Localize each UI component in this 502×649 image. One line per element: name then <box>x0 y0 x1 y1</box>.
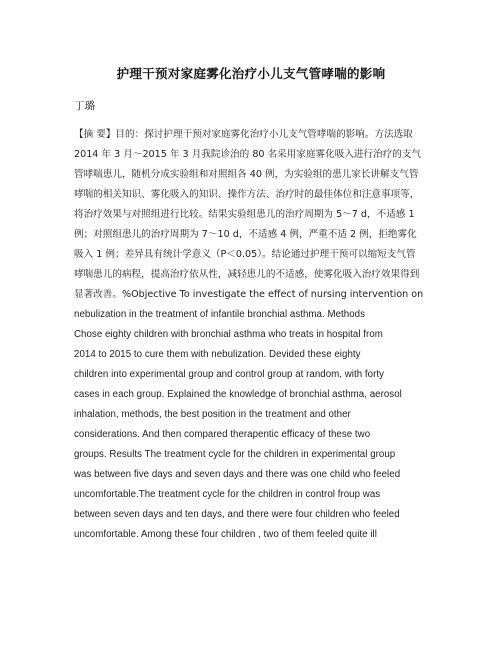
abstract-line: inhalation, methods, the best position in the treatment and other <box>74 409 351 420</box>
abstract-line: nebulization in the treatment of infantile bronchial asthma. Methods <box>74 309 365 320</box>
abstract-line: 哮喘的相关知识、雾化吸入的知识、操作方法、治疗时的最佳体位和注意事项等， <box>74 189 420 200</box>
author-name: 丁璐 <box>74 100 95 112</box>
abstract-line: 将治疗效果与对照组进行比较。结果实验组患儿的治疗周期为 5～7 d，不适感 1 <box>74 209 415 220</box>
abstract-line: children into experimental group and control group at random, with forty <box>74 369 384 380</box>
abstract-line: between seven days and ten days, and there were four children who feeled <box>74 509 400 520</box>
abstract-line: 吸入 1 例；差异具有统计学意义（P＜0.05）。结论通过护理干预可以缩短支气管 <box>74 249 416 260</box>
abstract-line: 2014 年 3 月～2015 年 3 月我院诊治的 80 名采用家庭雾化吸入进行治疗的支气 <box>74 149 422 160</box>
document-title: 护理干预对家庭雾化治疗小儿支气管哮喘的影响 <box>116 66 386 81</box>
abstract-line: 管哮喘患儿，随机分成实验组和对照组各 40 例，为实验组的患儿家长讲解支气管 <box>74 169 419 180</box>
abstract-line: 2014 to 2015 to cure them with nebulization. Devided these eighty <box>74 349 361 360</box>
abstract-line: 例；对照组患儿的治疗周期为 7～10 d，不适感 4 例，严重不适 2 例，拒绝雾化 <box>74 229 417 240</box>
abstract-line: cases in each group. Explained the knowledge of bronchial asthma, aerosol <box>74 389 402 400</box>
abstract-line: uncomfortable.The treatment cycle for the children in control froup was <box>74 489 381 500</box>
abstract-line: groups. Results The treatment cycle for the children in experimental group <box>74 449 396 460</box>
abstract-line: 【摘 要】目的：探讨护理干预对家庭雾化治疗小儿支气管哮喘的影响。方法选取 <box>74 129 413 140</box>
abstract-line: 显著改善。%Objective To investigate the effect of nursing intervention on <box>74 289 424 300</box>
abstract-body <box>74 125 434 545</box>
abstract-line: 哮喘患儿的病程，提高治疗依从性，减轻患儿的不适感，使雾化吸入治疗效果得到 <box>74 269 420 280</box>
abstract-line: considerations. And then compared therapentic efficacy of these two <box>74 429 371 440</box>
abstract-line: uncomfortable. Among these four children , two of them feeled quite ill <box>74 529 377 540</box>
abstract-line: Chose eighty children with bronchial asthma who treats in hospital from <box>74 329 383 340</box>
abstract-line: was between five days and seven days and there was one child who feeled <box>74 469 401 480</box>
